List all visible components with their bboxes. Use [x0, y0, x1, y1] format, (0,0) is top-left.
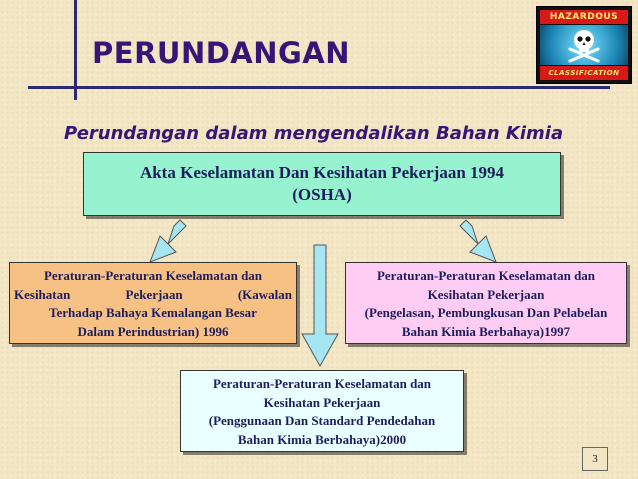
- act-line-1: Akta Keselamatan Dan Kesihatan Pekerjaan 1994: [139, 163, 505, 182]
- regulation-1997-box: [345, 262, 627, 344]
- right-box-line-1: Peraturan-Peraturan Keselamatan dan: [376, 268, 596, 283]
- left-box-line-3: Terhadap Bahaya Kemalangan Besar: [49, 305, 257, 320]
- slide-subtitle: Perundangan dalam mengendalikan Bahan Kimia: [64, 123, 564, 144]
- bottom-box-line-2: Kesihatan Pekerjaan: [263, 394, 381, 410]
- page-number: 3: [582, 447, 608, 471]
- decorative-vertical-line: [74, 0, 77, 100]
- logo-top-text: HAZARDOUS: [540, 10, 628, 24]
- logo-bottom-text: CLASSIFICATION: [540, 66, 628, 80]
- right-box-line-4: Bahan Kimia Berbahaya)1997: [401, 323, 571, 339]
- decorative-horizontal-line: [28, 86, 610, 89]
- arrow-down-left-icon: [148, 218, 188, 264]
- regulation-2000-box: [180, 370, 464, 452]
- left-box-line-1: Peraturan-Peraturan Keselamatan dan: [43, 268, 263, 283]
- act-line-2: (OSHA): [292, 185, 352, 204]
- arrow-down-icon: [300, 244, 340, 368]
- hazardous-classification-logo: [536, 6, 632, 84]
- left-box-line-4: Dalam Perindustrian) 1996: [77, 323, 229, 339]
- arrow-down-right-icon: [458, 218, 498, 264]
- bottom-box-line-3: (Penggunaan Dan Standard Pendedahan: [208, 413, 436, 428]
- bottom-box-line-4: Bahan Kimia Berbahaya)2000: [237, 431, 407, 447]
- slide-title: PERUNDANGAN: [92, 36, 351, 70]
- bottom-box-line-1: Peraturan-Peraturan Keselamatan dan: [212, 376, 432, 391]
- skull-crossbones-icon: [566, 27, 602, 63]
- right-box-line-3: (Pengelasan, Pembungkusan Dan Pelabelan: [364, 305, 608, 320]
- regulation-1996-box: [9, 262, 297, 344]
- right-box-line-2: Kesihatan Pekerjaan: [427, 286, 545, 302]
- osha-act-box: [83, 152, 561, 216]
- left-box-line-2: Kesihatan Pekerjaan (Kawalan: [14, 286, 292, 302]
